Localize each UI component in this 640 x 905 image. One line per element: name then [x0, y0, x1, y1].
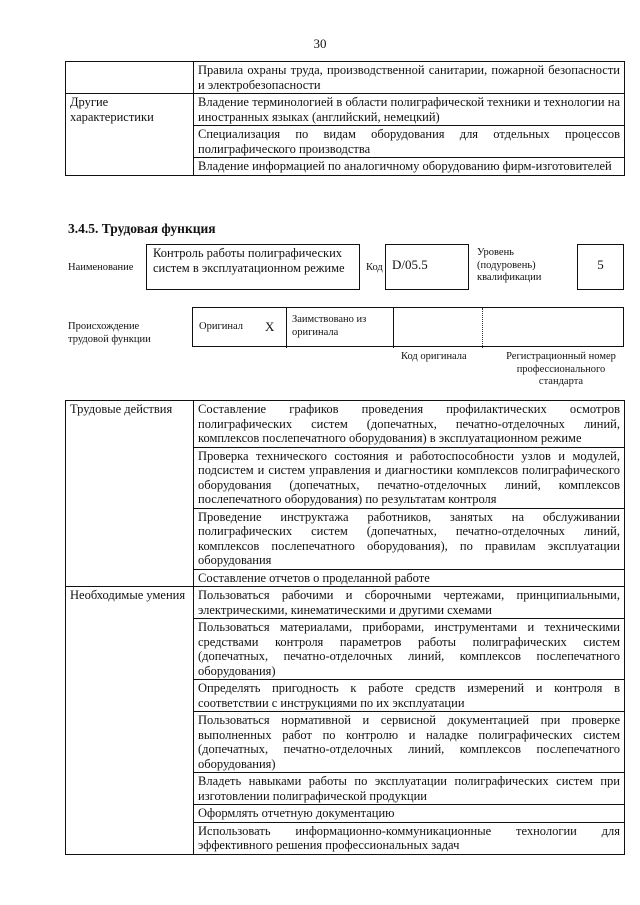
- labor-action-item: Проверка технического состояния и работоспособности узлов и модулей, подсистем и систем управления и диагностики комплексов полиграфического оборудования (допечатных, печатно-отделочных линий, комплексов послепечатного оборудования) по результатам контроля: [194, 447, 625, 508]
- code-original-cell: [394, 308, 483, 348]
- original-cell: [193, 308, 287, 348]
- borrowed-cell: [287, 308, 394, 348]
- skill-item: Пользоваться нормативной и сервисной документацией при проверке выполненных работ по контролю и наладке полиграфических систем (допечатных, печатно-отделочных линий, комплексов послепечатного оборудования): [194, 712, 625, 773]
- skill-item: Определять пригодность к работе средств измерений и контроля в соответствии с инструкциями по их эксплуатации: [194, 680, 625, 712]
- section-title: 3.4.5. Трудовая функция: [68, 221, 216, 236]
- reg-number-label: Регистрационный номер профессионального стандарта: [506, 351, 616, 387]
- qualification-level-label: Уровень (подуровень) квалификации: [477, 247, 542, 283]
- qualification-level-box: 5: [577, 244, 624, 290]
- row-label: [66, 62, 194, 94]
- name-label: Наименование: [68, 262, 134, 273]
- labor-action-item: Составление отчетов о проделанной работе: [194, 569, 625, 587]
- row-text: Владение терминологией в области полиграфической техники и технологии на иностранных языках (английский, немецкий): [194, 94, 625, 126]
- other-characteristics-label: Другие характеристики: [66, 94, 194, 176]
- table-row: [66, 587, 625, 619]
- labor-function-table: [65, 400, 625, 855]
- table-row: [66, 62, 625, 94]
- characteristics-table: [65, 61, 625, 176]
- borrowed-label: Заимствовано из оригинала: [292, 314, 367, 338]
- labor-actions-label: Трудовые действия: [66, 401, 194, 587]
- original-mark: X: [265, 319, 275, 334]
- origin-row: [192, 307, 624, 347]
- code-label: Код: [366, 262, 383, 273]
- row-text: Специализация по видам оборудования для отдельных процессов полиграфического производства: [194, 126, 625, 158]
- skill-item: Владеть навыками работы по эксплуатации полиграфических систем при изготовлении полиграфической продукции: [194, 773, 625, 805]
- page-number: 30: [313, 36, 327, 51]
- table-row: [66, 401, 625, 448]
- labor-action-item: Составление графиков проведения профилактических осмотров полиграфических систем (допечатных, печатно-отделочных линий, комплексов послепечатного оборудования) в эксплуатационном режиме: [194, 401, 625, 448]
- reg-number-cell: [483, 308, 625, 348]
- table-row: [66, 94, 625, 126]
- code-original-label: Код оригинала: [401, 351, 467, 362]
- labor-action-item: Проведение инструктажа работников, занятых на обслуживании полиграфических систем (допечатных, печатно-отделочных линий, комплексов послепечатного оборудования), по правилам эксплуатации оборудования: [194, 508, 625, 569]
- row-text: Правила охраны труда, производственной санитарии, пожарной безопасности и электробезопасности: [194, 62, 625, 94]
- function-code-box: D/05.5: [385, 244, 469, 290]
- skill-item: Использовать информационно-коммуникационные технологии для эффективного решения профессиональных задач: [194, 822, 625, 854]
- skill-item: Пользоваться рабочими и сборочными чертежами, принципиальными, электрическими, кинематическими и другими схемами: [194, 587, 625, 619]
- skill-item: Оформлять отчетную документацию: [194, 805, 625, 823]
- origin-label: Происхождение трудовой функции: [68, 321, 151, 345]
- function-name-box: Контроль работы полиграфических систем в эксплуатационном режиме: [146, 244, 360, 290]
- row-text: Владение информацией по аналогичному оборудованию фирм-изготовителей: [194, 158, 625, 176]
- skill-item: Пользоваться материалами, приборами, инструментами и техническими средствами контроля параметров работы полиграфических систем (допечатных, печатно-отделочных линий, комплексов послепечатного оборудования): [194, 619, 625, 680]
- skills-label: Необходимые умения: [66, 587, 194, 855]
- original-label: Оригинал: [199, 321, 243, 332]
